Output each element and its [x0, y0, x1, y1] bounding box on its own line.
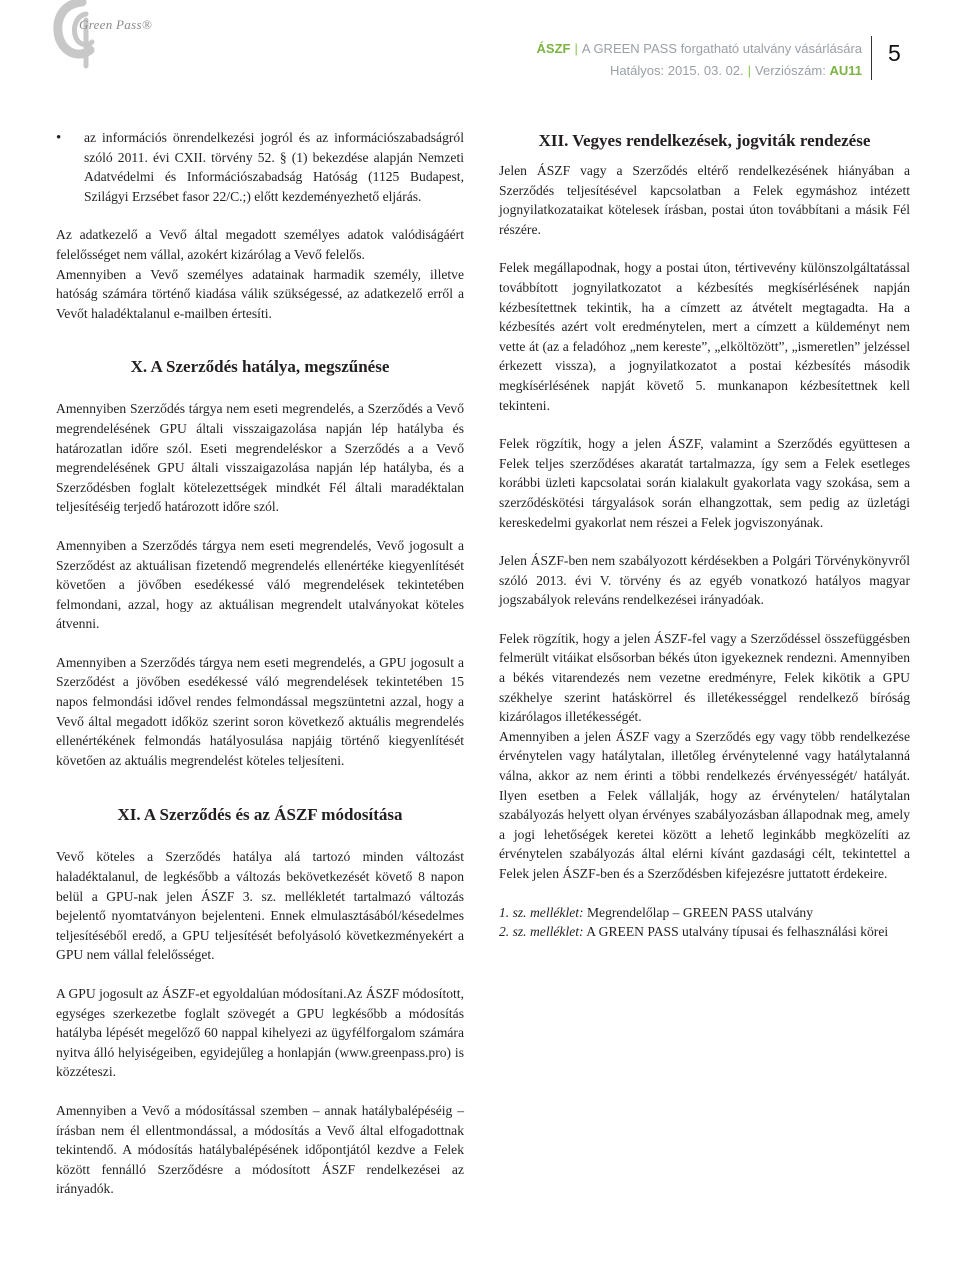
header-line-2: Hatályos: 2015. 03. 02. | Verziószám: AU11: [609, 63, 862, 78]
header-divider: [871, 36, 872, 80]
annex-2: [499, 922, 910, 942]
paragraph: Amennyiben a Vevő személyes adatainak harmadik személy, illetve hatóság számára történő kiadása válik szükségessé, az adatkezelő erről a Vevőt haladéktalanul e-mailben értesíti.: [56, 266, 464, 321]
paragraph: Jelen ÁSZF-ben nem szabályozott kérdésekben a Polgári Törvénykönyvről szóló 2013. évi V. törvény és az egyéb vonatkozó hatályos magyar jogszabályok releváns rendelkezései irányadóak.: [499, 553, 910, 608]
header-valid: Hatályos: 2015. 03. 02.: [609, 63, 744, 78]
paragraph: Amennyiben Szerződés tárgya nem eseti megrendelés, a Szerződés a Vevő megrendelésének GPU általi visszaigazolása napján lép hatályba és határozatlan időre szól. Eseti megrendeléskor a Szerződés a a Vevő megrendelésének GPU általi visszaigazolása napján lép hatályba, és a Szerződésben foglalt kötelezettségek mindkét Fél általi maradéktalan teljesítéséig terjedő határozott időre szól.: [56, 401, 464, 515]
header-version-label: Verziószám:: [755, 63, 826, 78]
annex-1: [499, 903, 910, 923]
green-pass-logo: [46, 0, 176, 80]
logo-text: Green Pass®: [79, 17, 152, 32]
paragraph: Felek megállapodnak, hogy a postai úton, tértivevény különszolgáltatással továbbított jognyilatkozatot a kézbesítés megkísérlésének napján kézbesítettnek tekintik, ha a címzett az átvételt megtagadta. Ha a kézbesítés azért volt eredménytelen, mert a címzett a küldeményt nem vette át (az a feladóhoz „nem kereste”, „elköltözött”, „ismeretlen” jelzéssel érkezett vissza), a jognyilatkozatot a postai kézbesítés második megkísérlésének napját követő 5. munkanapon kézbesítettnek kell tekinteni.: [499, 260, 910, 413]
section-heading-xii: XII. Vegyes rendelkezések, jogviták rendezése: [538, 131, 871, 150]
annex-2-text: A GREEN PASS utalvány típusai és felhasználási körei: [583, 924, 889, 940]
annex-1-text: Megrendelőlap – GREEN PASS utalvány: [583, 904, 814, 920]
paragraph: Felek rögzítik, hogy a jelen ÁSZF, valamint a Szerződés együttesen a Felek teljes szerződéses akaratát tartalmazza, így sem a Felek esetleges korábbi üzleti kapcsolatai során kialakult gyakorlata vagy szokása, sem a szerződéskötési tárgyalások során elhangzottak, sem pedig az üzletági kereskedelmi gyakorlat nem részei a Felek jogviszonyának.: [499, 436, 910, 530]
annex-2-label: 2. sz. melléklet:: [499, 924, 584, 940]
right-column: [499, 128, 910, 942]
paragraph: Amennyiben a jelen ÁSZF vagy a Szerződés egy vagy több rendelkezése érvénytelen vagy hatálytalan, illetőleg érvénytelenné vagy hatálytalanná válna, akkor az nem érinti a többi rendelkezés érvényességét/ hatályát. Ilyen esetben a Felek vállalják, hogy az érvénytelen/ hatálytalan szabályozás helyett olyan érvényes szabályozásban állapodnak meg, amely a jogi lehetőségek keretei között a lehető leginkább megközelíti az érvénytelen szabályozás által elérni kívánt gazdasági célt, tekintettel a Felek jelen ÁSZF-ben és a Szerződésben kifejezésre juttatott érdekeire.: [499, 728, 910, 881]
page-number: 5: [888, 40, 901, 66]
header-version: AU11: [829, 63, 862, 78]
header-aszf: ÁSZF: [536, 41, 571, 56]
paragraph: Jelen ÁSZF vagy a Szerződés eltérő rendelkezésének hiányában a Szerződés teljesítésével kapcsolatban a Felek egymáshoz intézett jognyilatkozataikat kötelesek írásban, postai úton továbbítani a másik Fél részére.: [499, 163, 910, 237]
bullet-icon: [56, 128, 84, 206]
annex-1-label: 1. sz. melléklet:: [499, 904, 584, 920]
paragraph: Vevő köteles a Szerződés hatálya alá tartozó minden változást haladéktalanul, de legkésőbb a változás bekövetkezését követő 8 napon belül a GPU-nak jelen ÁSZF 3. sz. mellékletét tartalmazó változás bejelentő nyomtatványon bejelenteni. Ennek elmulasztásából/késedelmes teljesítéséből eredő, a GPU teljesítését befolyásoló következményekért a GPU nem vállal felelősséget.: [56, 849, 464, 963]
bullet-text: az információs önrendelkezési jogról és az információszabadságról szóló 2011. évi CXII. törvény 52. § (1) bekezdése alapján Nemzeti Adatvédelmi és Információszabadság Hatóság (1125 Budapest, Szilágyi Erzsébet fasor 22/C.;) előtt kezdeményezhető eljárás.: [84, 130, 464, 204]
paragraph: Amennyiben a Szerződés tárgya nem eseti megrendelés, a GPU jogosult a Szerződést a jövőben esedékessé váló megrendelések tekintetében 15 napos felmondási idővel rendes felmondással megszüntetni azzal, hogy a Vevő által megadott időköz szerint soron következő aktuális megrendelés ellenértékének felmondás hatályosulása napjáig történő kiegyenlítését követően az aktuális megrendelést köteles teljesíteni.: [56, 654, 464, 768]
paragraph: Felek rögzítik, hogy a jelen ÁSZF-fel vagy a Szerződéssel összefüggésben felmerült vitáikat elsősorban békés úton igyekeznek rendezni. Amennyiben a békés vitarendezés nem vezetne eredményre, Felek kikötik a GPU székhelye szerint hatáskörrel és illetékességgel rendelkező bíróság kizárólagos illetékességét.: [499, 630, 910, 725]
paragraph: Amennyiben a Vevő a módosítással szemben – annak hatálybalépéséig – írásban nem él ellentmondással, a módosítás a Vevő által elfogadottnak tekintendő. A módosítás hatálybalépésének időpontjától kezdve a Felek között fennálló Szerződésre a módosított ÁSZF rendelkezései az irányadók.: [56, 1102, 464, 1197]
left-column: [56, 128, 464, 1199]
section-heading-xi: XI. A Szerződés és az ÁSZF módosítása: [117, 805, 403, 825]
section-heading-x: X. A Szerződés hatálya, megszűnése: [130, 357, 390, 377]
paragraph: Az adatkezelő a Vevő által megadott személyes adatok valódiságáért felelősséget nem vállal, azokért kizárólag a Vevő felelős.: [56, 227, 464, 262]
header-line-1: ÁSZF | A GREEN PASS forgatható utalvány vásárlására: [536, 41, 862, 56]
paragraph: Amennyiben a Szerződés tárgya nem eseti megrendelés, Vevő jogosult a Szerződést az aktuálisan fizetendő megrendelés ellenértéke kiegyenlítését követően a jövőben esedékessé váló megrendelések tekintetében felmondani, azzal, hogy az aktuálisan megrendelt utalványokat köteles átvenni.: [56, 537, 464, 632]
document-header: [537, 38, 862, 82]
paragraph: A GPU jogosult az ÁSZF-et egyoldalúan módosítani.Az ÁSZF módosított, egységes szerkezetbe foglalt szövegét a GPU legkésőbb a módosítás hatályba lépését megelőző 60 nappal kihelyezi az ügyfélforgalom számára nyitva álló helyiségeiben, egyidejűleg a honlapján (www.greenpass.pro) is közzéteszi.: [56, 986, 464, 1080]
header-title: A GREEN PASS forgatható utalvány vásárlására: [581, 41, 862, 56]
list-item: [56, 128, 464, 206]
